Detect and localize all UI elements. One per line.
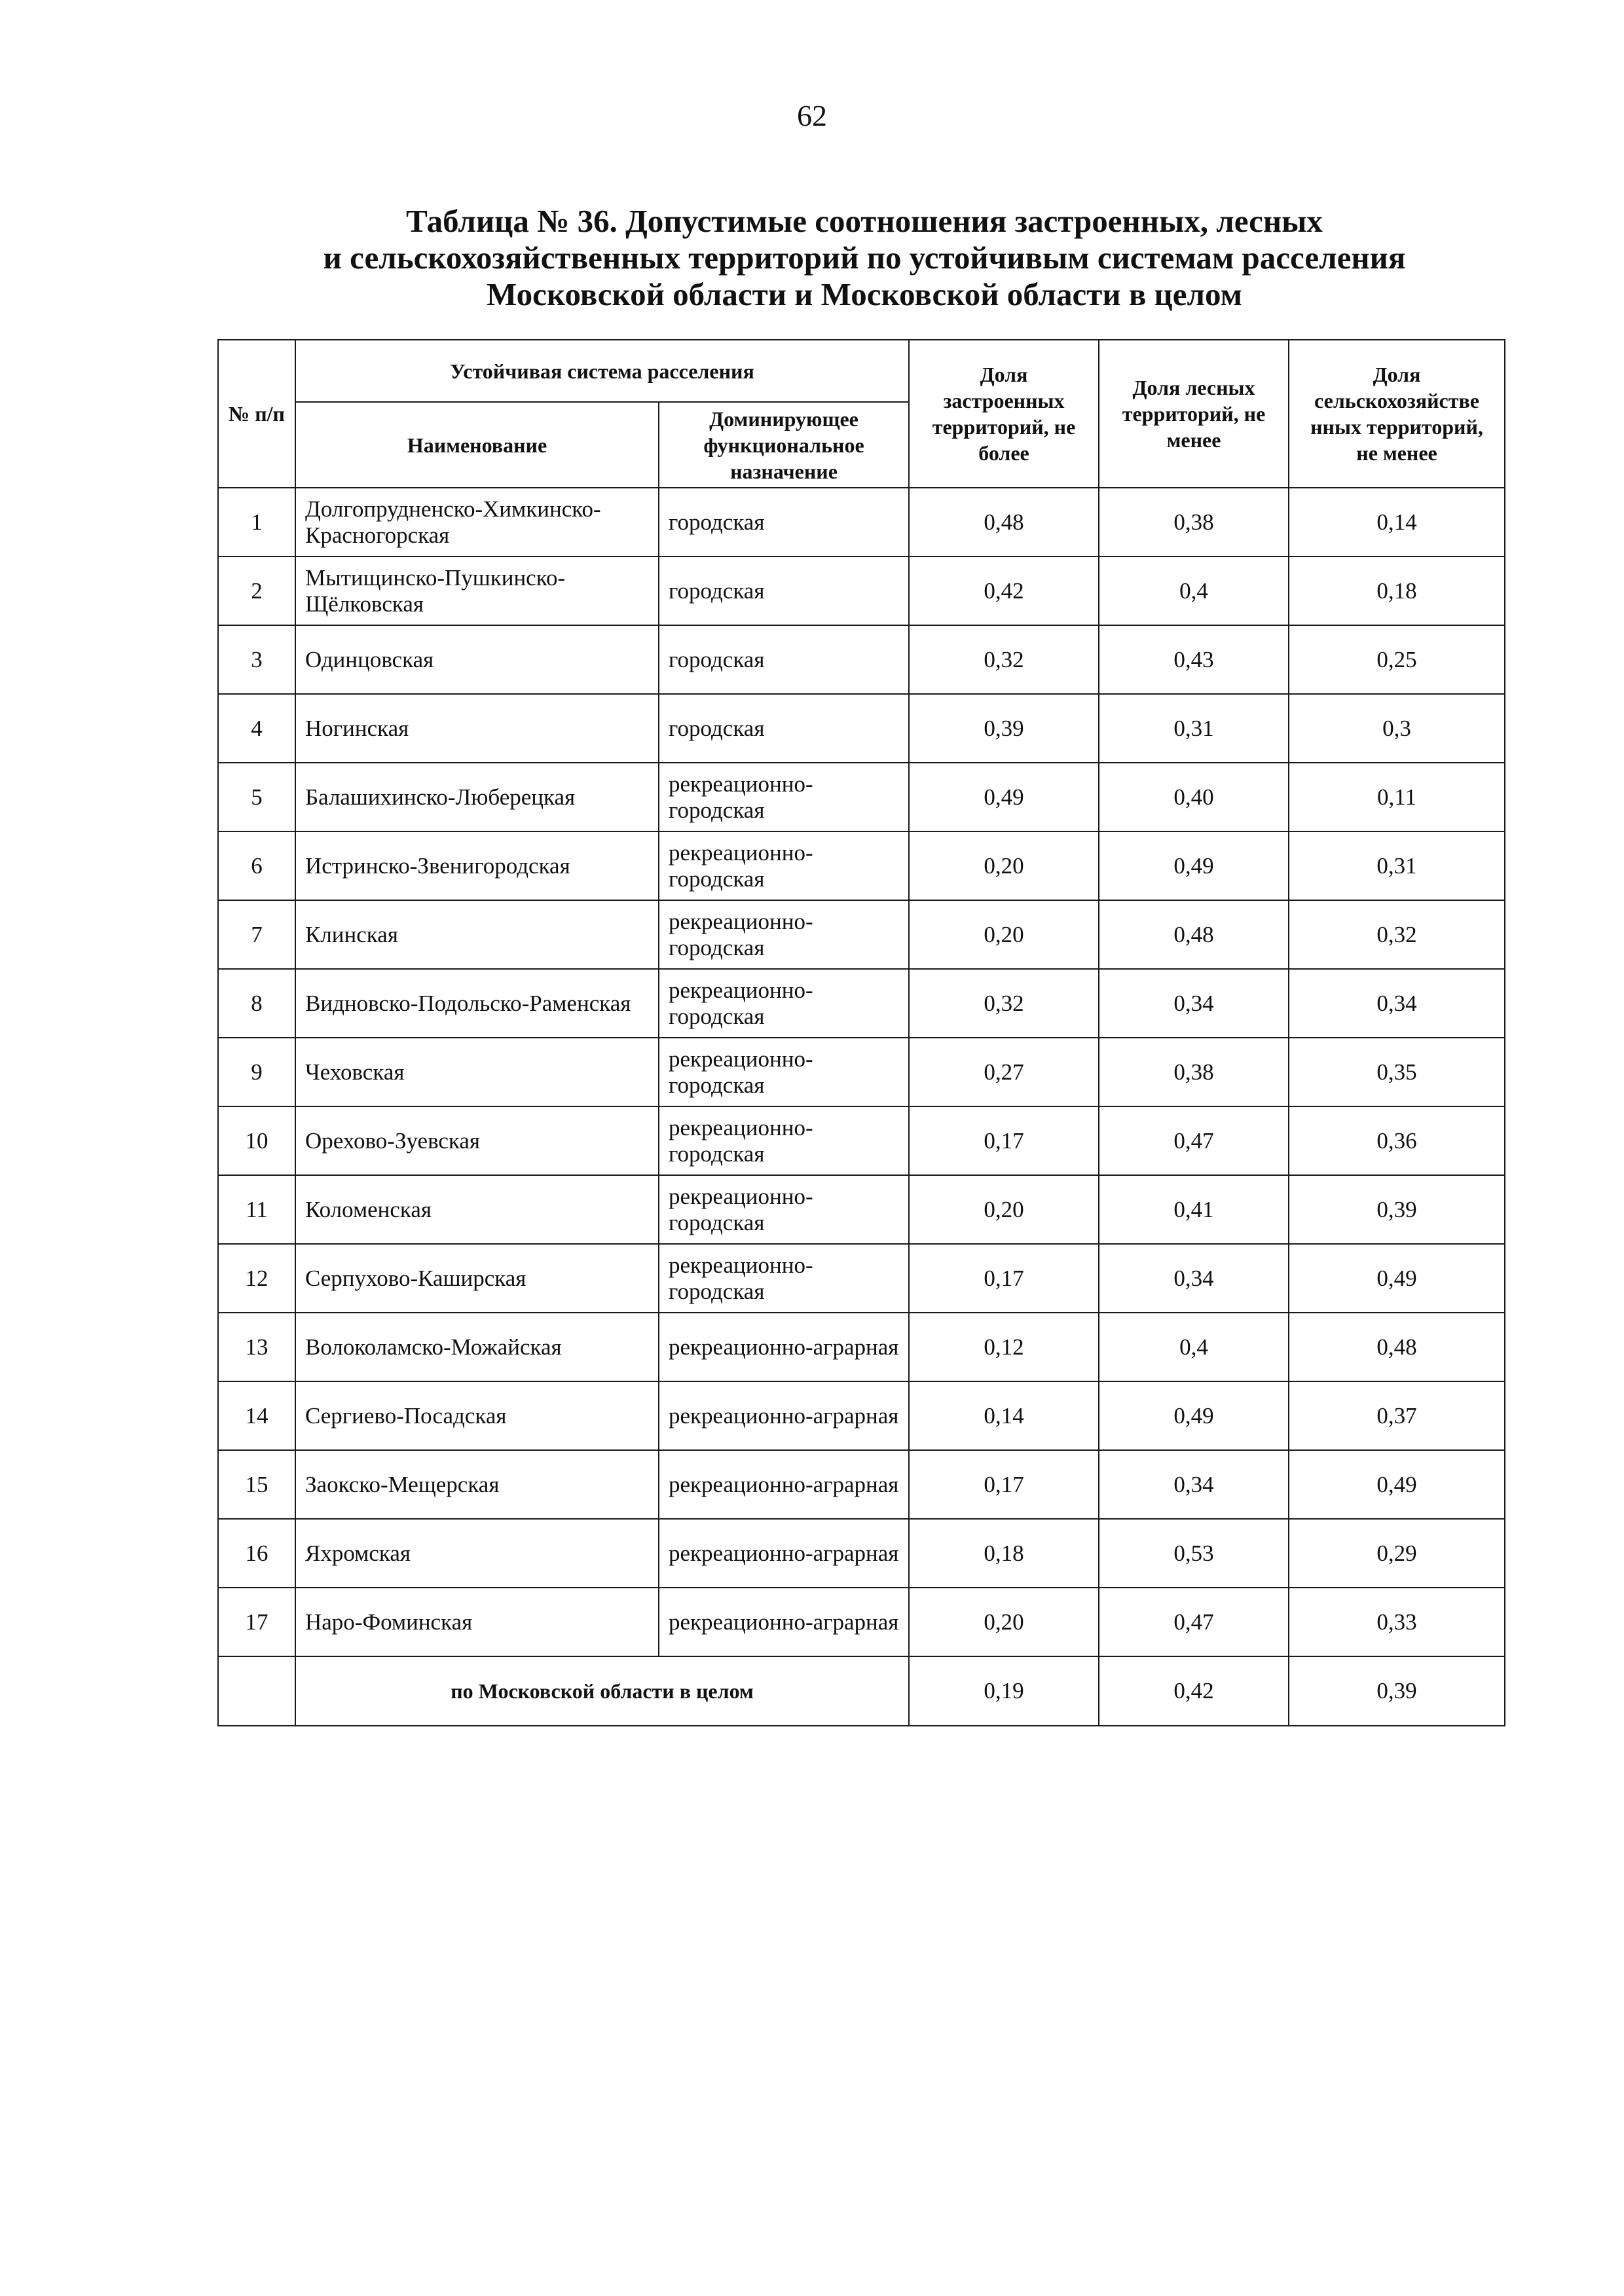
row-forest-cell: 0,48 (1099, 900, 1289, 969)
row-forest-cell: 0,4 (1099, 1313, 1289, 1381)
row-function-cell: рекреационно-аграрная (659, 1519, 909, 1588)
row-built-cell: 0,18 (909, 1519, 1099, 1588)
table-row (218, 488, 1505, 556)
row-function-cell: городская (659, 625, 909, 694)
table-row (218, 1519, 1505, 1588)
row-name-cell: Клинская (295, 900, 659, 969)
header-forest-share: Доля лесных территорий, не менее (1099, 340, 1289, 488)
table-row (218, 1313, 1505, 1381)
row-num-cell: 7 (218, 900, 295, 969)
row-function-cell: рекреационно-аграрная (659, 1313, 909, 1381)
row-built-cell: 0,12 (909, 1313, 1099, 1381)
row-agri-cell: 0,33 (1289, 1588, 1505, 1656)
row-agri-cell: 0,39 (1289, 1175, 1505, 1244)
total-forest: 0,42 (1099, 1656, 1289, 1726)
row-built-cell: 0,32 (909, 969, 1099, 1038)
row-name-cell: Мытищинско-Пушкинско-Щёлковская (295, 556, 659, 625)
row-function-cell: городская (659, 556, 909, 625)
row-function-cell: рекреационно-городская (659, 1175, 909, 1244)
row-built-cell: 0,17 (909, 1106, 1099, 1175)
row-num-cell: 8 (218, 969, 295, 1038)
row-forest-cell: 0,34 (1099, 1244, 1289, 1313)
total-empty-cell (218, 1656, 295, 1726)
row-agri-cell: 0,14 (1289, 488, 1505, 556)
row-forest-cell: 0,53 (1099, 1519, 1289, 1588)
row-name-cell: Наро-Фоминская (295, 1588, 659, 1656)
table-row (218, 900, 1505, 969)
row-forest-cell: 0,47 (1099, 1106, 1289, 1175)
row-forest-cell: 0,49 (1099, 831, 1289, 900)
row-forest-cell: 0,34 (1099, 1450, 1289, 1519)
row-forest-cell: 0,43 (1099, 625, 1289, 694)
row-num-cell: 15 (218, 1450, 295, 1519)
row-agri-cell: 0,37 (1289, 1381, 1505, 1450)
row-function-cell: рекреационно-городская (659, 831, 909, 900)
page-number: 62 (797, 99, 827, 132)
row-agri-cell: 0,49 (1289, 1450, 1505, 1519)
row-agri-cell: 0,49 (1289, 1244, 1505, 1313)
row-num-cell: 11 (218, 1175, 295, 1244)
header-name: Наименование (295, 402, 659, 488)
row-built-cell: 0,20 (909, 831, 1099, 900)
row-name-cell: Серпухово-Каширская (295, 1244, 659, 1313)
row-agri-cell: 0,25 (1289, 625, 1505, 694)
table-title (223, 203, 1506, 313)
row-function-cell: рекреационно-городская (659, 1106, 909, 1175)
table-row (218, 1381, 1505, 1450)
table-row (218, 694, 1505, 763)
row-agri-cell: 0,36 (1289, 1106, 1505, 1175)
row-built-cell: 0,17 (909, 1450, 1099, 1519)
table-row (218, 1038, 1505, 1106)
row-agri-cell: 0,31 (1289, 831, 1505, 900)
row-agri-cell: 0,35 (1289, 1038, 1505, 1106)
table-row (218, 1588, 1505, 1656)
row-forest-cell: 0,49 (1099, 1381, 1289, 1450)
row-forest-cell: 0,31 (1099, 694, 1289, 763)
row-built-cell: 0,20 (909, 900, 1099, 969)
row-name-cell: Заокско-Мещерская (295, 1450, 659, 1519)
title-line-2: и сельскохозяйственных территорий по устойчивым системам расселения (323, 240, 1406, 276)
row-function-cell: рекреационно-городская (659, 1038, 909, 1106)
row-num-cell: 10 (218, 1106, 295, 1175)
row-num-cell: 9 (218, 1038, 295, 1106)
row-agri-cell: 0,3 (1289, 694, 1505, 763)
row-name-cell: Чеховская (295, 1038, 659, 1106)
table-row (218, 1244, 1505, 1313)
row-forest-cell: 0,4 (1099, 556, 1289, 625)
row-name-cell: Балашихинско-Люберецкая (295, 763, 659, 831)
row-agri-cell: 0,18 (1289, 556, 1505, 625)
row-forest-cell: 0,34 (1099, 969, 1289, 1038)
row-built-cell: 0,20 (909, 1588, 1099, 1656)
row-num-cell: 16 (218, 1519, 295, 1588)
row-built-cell: 0,39 (909, 694, 1099, 763)
row-num-cell: 5 (218, 763, 295, 831)
header-num: № п/п (218, 340, 295, 488)
title-line-1: Таблица № 36. Допустимые соотношения застроенных, лесных (406, 203, 1323, 239)
row-agri-cell: 0,32 (1289, 900, 1505, 969)
row-forest-cell: 0,38 (1099, 488, 1289, 556)
total-label: по Московской области в целом (295, 1656, 909, 1726)
row-forest-cell: 0,47 (1099, 1588, 1289, 1656)
row-built-cell: 0,27 (909, 1038, 1099, 1106)
row-name-cell: Ногинская (295, 694, 659, 763)
row-built-cell: 0,49 (909, 763, 1099, 831)
row-num-cell: 2 (218, 556, 295, 625)
table-body (218, 488, 1505, 1656)
row-agri-cell: 0,34 (1289, 969, 1505, 1038)
row-built-cell: 0,48 (909, 488, 1099, 556)
header-agri-share: Доля сельскохозяйстве нных территорий, не менее (1289, 340, 1505, 488)
row-function-cell: рекреационно-городская (659, 969, 909, 1038)
row-built-cell: 0,42 (909, 556, 1099, 625)
row-function-cell: рекреационно-аграрная (659, 1450, 909, 1519)
row-built-cell: 0,32 (909, 625, 1099, 694)
table-row (218, 969, 1505, 1038)
row-function-cell: рекреационно-городская (659, 900, 909, 969)
row-function-cell: рекреационно-городская (659, 763, 909, 831)
row-num-cell: 17 (218, 1588, 295, 1656)
row-forest-cell: 0,38 (1099, 1038, 1289, 1106)
row-name-cell: Долгопрудненско-Химкинско-Красногорская (295, 488, 659, 556)
row-num-cell: 6 (218, 831, 295, 900)
settlement-ratio-table (217, 339, 1505, 1726)
row-agri-cell: 0,48 (1289, 1313, 1505, 1381)
row-function-cell: рекреационно-аграрная (659, 1588, 909, 1656)
row-function-cell: рекреационно-аграрная (659, 1381, 909, 1450)
header-function: Доминирующее функциональное назначение (659, 402, 909, 488)
table-row (218, 1175, 1505, 1244)
header-settlement-system: Устойчивая система расселения (295, 340, 909, 402)
table-row (218, 556, 1505, 625)
row-name-cell: Одинцовская (295, 625, 659, 694)
row-function-cell: рекреационно-городская (659, 1244, 909, 1313)
row-name-cell: Видновско-Подольско-Раменская (295, 969, 659, 1038)
row-name-cell: Орехово-Зуевская (295, 1106, 659, 1175)
row-num-cell: 12 (218, 1244, 295, 1313)
row-name-cell: Истринско-Звенигородская (295, 831, 659, 900)
total-row (218, 1656, 1505, 1726)
row-built-cell: 0,17 (909, 1244, 1099, 1313)
row-num-cell: 1 (218, 488, 295, 556)
row-built-cell: 0,20 (909, 1175, 1099, 1244)
table-row (218, 831, 1505, 900)
row-num-cell: 14 (218, 1381, 295, 1450)
row-name-cell: Яхромская (295, 1519, 659, 1588)
row-name-cell: Сергиево-Посадская (295, 1381, 659, 1450)
row-name-cell: Волоколамско-Можайская (295, 1313, 659, 1381)
row-name-cell: Коломенская (295, 1175, 659, 1244)
row-agri-cell: 0,11 (1289, 763, 1505, 831)
total-built: 0,19 (909, 1656, 1099, 1726)
total-agri: 0,39 (1289, 1656, 1505, 1726)
table-row (218, 1450, 1505, 1519)
table-row (218, 625, 1505, 694)
row-num-cell: 4 (218, 694, 295, 763)
row-forest-cell: 0,40 (1099, 763, 1289, 831)
row-num-cell: 3 (218, 625, 295, 694)
row-function-cell: городская (659, 488, 909, 556)
title-line-3: Московской области и Московской области в целом (487, 276, 1242, 312)
header-built-share: Доля застроенных территорий, не более (909, 340, 1099, 488)
row-forest-cell: 0,41 (1099, 1175, 1289, 1244)
row-function-cell: городская (659, 694, 909, 763)
table-row (218, 1106, 1505, 1175)
table-row (218, 763, 1505, 831)
row-num-cell: 13 (218, 1313, 295, 1381)
row-built-cell: 0,14 (909, 1381, 1099, 1450)
row-agri-cell: 0,29 (1289, 1519, 1505, 1588)
